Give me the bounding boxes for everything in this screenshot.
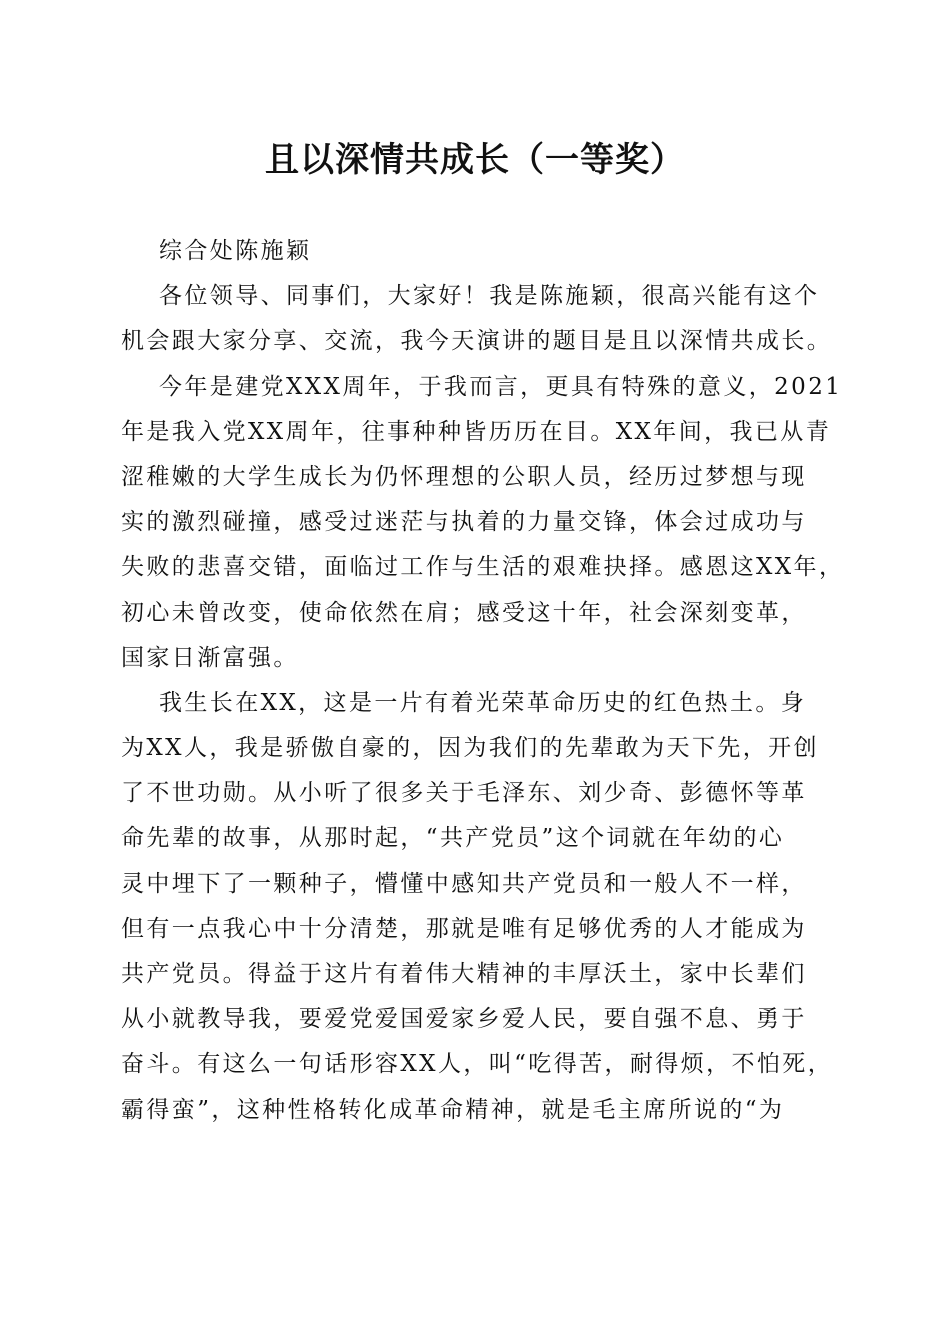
paragraph-2 xyxy=(121,365,845,681)
paragraph-3 xyxy=(121,681,841,1133)
author-line: 综合处陈施颖 xyxy=(159,238,312,264)
text-line: 了不世功勋。从小听了很多关于毛泽东、刘少奇、彭德怀等革 xyxy=(121,780,807,807)
page-title: 且以深情共成长（一等奖） xyxy=(265,140,685,180)
text-line: 失败的悲喜交错，面临过工作与生活的艰难抉择。感恩这XX年， xyxy=(121,554,845,581)
text-line: 灵中埋下了一颗种子，懵懂中感知共产党员和一般人不一样， xyxy=(121,870,807,897)
text-line: 我生长在XX，这是一片有着光荣革命历史的红色热土。身 xyxy=(159,689,807,716)
text-line: 实的激烈碰撞，感受过迷茫与执着的力量交锋，体会过成功与 xyxy=(121,509,807,536)
text-line: 各位领导、同事们，大家好！我是陈施颖，很高兴能有这个 xyxy=(159,283,820,310)
text-line: 霸得蛮”，这种性格转化成革命精神，就是毛主席所说的“为 xyxy=(121,1096,785,1123)
body-text xyxy=(121,229,845,1133)
paragraph-1 xyxy=(121,274,841,364)
text-line: 从小就教导我，要爱党爱国爱家乡爱人民，要自强不息、勇于 xyxy=(121,1006,807,1033)
text-line: 共产党员。得益于这片有着伟大精神的丰厚沃土，家中长辈们 xyxy=(121,961,807,987)
text-line: 今年是建党XXX周年，于我而言，更具有特殊的意义，2021 xyxy=(159,373,843,400)
text-line: 国家日渐富强。 xyxy=(121,644,299,671)
text-line: 但有一点我心中十分清楚，那就是唯有足够优秀的人才能成为 xyxy=(121,915,807,942)
text-line: 初心未曾改变，使命依然在肩；感受这十年，社会深刻变革， xyxy=(121,599,807,626)
text-line: 年是我入党XX周年，往事种种皆历历在目。XX年间，我已从青 xyxy=(121,418,832,445)
text-line: 涩稚嫩的大学生成长为仍怀理想的公职人员，经历过梦想与现 xyxy=(121,463,807,490)
text-line: 命先辈的故事，从那时起，“共产党员”这个词就在年幼的心 xyxy=(121,825,785,852)
text-line: 奋斗。有这么一句话形容XX人，叫“吃得苦，耐得烦，不怕死， xyxy=(121,1051,834,1078)
text-line: 为XX人，我是骄傲自豪的，因为我们的先辈敢为天下先，开创 xyxy=(121,735,819,762)
text-line: 机会跟大家分享、交流，我今天演讲的题目是且以深情共成长。 xyxy=(121,328,833,355)
